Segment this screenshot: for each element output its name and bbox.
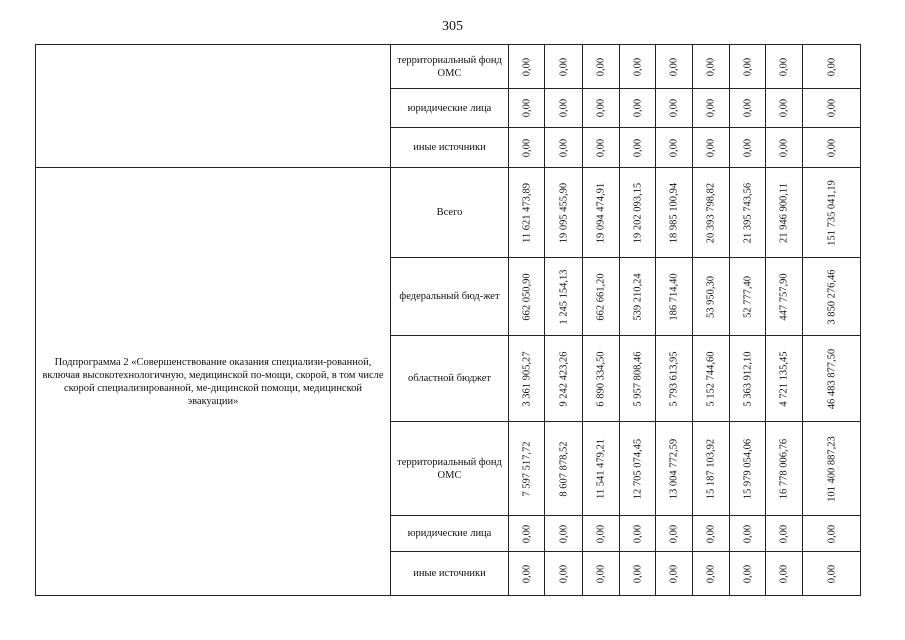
amount-cell bbox=[766, 336, 803, 422]
amount-cell bbox=[545, 516, 583, 552]
amount-value: 6 890 334,50 bbox=[595, 350, 607, 407]
funding-source: иные источники bbox=[391, 552, 509, 596]
amount-cell bbox=[620, 45, 656, 89]
amount-value: 151 735 041,19 bbox=[826, 179, 837, 246]
amount-value: 0,00 bbox=[705, 98, 717, 118]
amount-value: 19 202 093,15 bbox=[632, 182, 643, 243]
amount-value: 0,00 bbox=[705, 57, 717, 76]
amount-value: 0,00 bbox=[778, 98, 790, 118]
amount-cell bbox=[583, 45, 620, 89]
amount-cell bbox=[730, 45, 766, 89]
amount-cell bbox=[620, 552, 656, 596]
amount-cell bbox=[730, 422, 766, 516]
amount-cell bbox=[545, 168, 583, 258]
amount-value: 0,00 bbox=[558, 57, 569, 76]
amount-value: 0,00 bbox=[521, 564, 532, 583]
amount-cell bbox=[730, 89, 766, 128]
amount-value: 101 400 887,23 bbox=[826, 435, 837, 502]
amount-cell bbox=[656, 516, 693, 552]
amount-value: 3 361 905,27 bbox=[521, 350, 532, 407]
amount-cell bbox=[583, 89, 620, 128]
amount-value: 447 757,90 bbox=[778, 272, 790, 321]
amount-cell bbox=[509, 89, 545, 128]
amount-cell bbox=[509, 552, 545, 596]
amount-cell bbox=[545, 128, 583, 168]
amount-cell bbox=[803, 516, 861, 552]
amount-cell bbox=[803, 258, 861, 336]
amount-cell bbox=[509, 516, 545, 552]
amount-cell bbox=[545, 258, 583, 336]
amount-cell bbox=[656, 89, 693, 128]
amount-value: 0,00 bbox=[742, 98, 753, 118]
amount-value: 0,00 bbox=[521, 138, 532, 157]
amount-cell bbox=[693, 516, 730, 552]
amount-cell bbox=[583, 336, 620, 422]
amount-value: 0,00 bbox=[595, 57, 607, 76]
amount-cell bbox=[766, 516, 803, 552]
amount-value: 0,00 bbox=[595, 98, 607, 118]
amount-value: 18 985 100,94 bbox=[668, 182, 680, 243]
amount-value: 5 152 744,60 bbox=[705, 350, 717, 407]
amount-cell bbox=[730, 168, 766, 258]
amount-cell bbox=[693, 128, 730, 168]
amount-value: 0,00 bbox=[705, 138, 717, 157]
amount-cell bbox=[730, 552, 766, 596]
program-description: Подпрограмма 2 «Совершенствование оказания специализи-рованной, включая высокотехнологичную, медицинской по-мощи, скорой, в том числе скорой специализированной, ме-дицинской помощи, медицинской эвакуации» bbox=[36, 168, 391, 596]
amount-value: 0,00 bbox=[595, 138, 607, 157]
amount-cell bbox=[766, 128, 803, 168]
amount-value: 20 393 798,82 bbox=[705, 182, 717, 243]
amount-cell bbox=[803, 422, 861, 516]
funding-source: территориальный фонд ОМС bbox=[391, 45, 509, 89]
amount-cell bbox=[693, 552, 730, 596]
amount-value: 0,00 bbox=[668, 564, 680, 583]
amount-value: 0,00 bbox=[705, 524, 717, 543]
amount-cell bbox=[509, 128, 545, 168]
amount-cell bbox=[803, 128, 861, 168]
amount-cell bbox=[583, 422, 620, 516]
amount-value: 21 395 743,56 bbox=[742, 182, 753, 243]
amount-value: 5 363 912,10 bbox=[742, 350, 753, 407]
table-row bbox=[36, 168, 861, 258]
amount-cell bbox=[803, 168, 861, 258]
amount-value: 0,00 bbox=[521, 98, 532, 118]
amount-value: 8 607 878,52 bbox=[558, 440, 569, 497]
amount-value: 16 778 006,76 bbox=[778, 438, 790, 499]
amount-cell bbox=[620, 422, 656, 516]
amount-value: 3 850 276,46 bbox=[826, 268, 837, 325]
amount-value: 0,00 bbox=[826, 138, 837, 157]
amount-value: 4 721 135,45 bbox=[778, 350, 790, 407]
amount-cell bbox=[509, 422, 545, 516]
amount-value: 0,00 bbox=[632, 98, 643, 118]
amount-cell bbox=[803, 89, 861, 128]
amount-value: 0,00 bbox=[826, 98, 837, 118]
amount-value: 0,00 bbox=[632, 57, 643, 76]
amount-value: 0,00 bbox=[742, 564, 753, 583]
amount-value: 186 714,40 bbox=[668, 272, 680, 321]
amount-cell bbox=[620, 258, 656, 336]
amount-value: 0,00 bbox=[521, 524, 532, 543]
amount-value: 662 661,20 bbox=[595, 272, 607, 321]
amount-cell bbox=[693, 45, 730, 89]
amount-value: 15 187 103,92 bbox=[705, 438, 717, 499]
amount-cell bbox=[803, 336, 861, 422]
amount-cell bbox=[656, 422, 693, 516]
amount-value: 0,00 bbox=[742, 57, 753, 76]
amount-cell bbox=[693, 336, 730, 422]
amount-value: 539 210,24 bbox=[632, 272, 643, 321]
amount-cell bbox=[803, 45, 861, 89]
amount-cell bbox=[620, 89, 656, 128]
amount-cell bbox=[545, 552, 583, 596]
amount-value: 0,00 bbox=[521, 57, 532, 76]
amount-cell bbox=[766, 45, 803, 89]
amount-value: 662 050,90 bbox=[521, 272, 532, 321]
amount-value: 0,00 bbox=[742, 138, 753, 157]
amount-value: 0,00 bbox=[668, 57, 680, 76]
amount-value: 0,00 bbox=[558, 138, 569, 157]
amount-value: 0,00 bbox=[595, 564, 607, 583]
amount-cell bbox=[545, 422, 583, 516]
amount-cell bbox=[766, 168, 803, 258]
amount-cell bbox=[656, 336, 693, 422]
funding-source: иные источники bbox=[391, 128, 509, 168]
amount-value: 5 793 613,95 bbox=[668, 350, 680, 407]
amount-cell bbox=[766, 552, 803, 596]
amount-cell bbox=[656, 258, 693, 336]
amount-cell bbox=[656, 128, 693, 168]
funding-source: федеральный бюд-жет bbox=[391, 258, 509, 336]
funding-source: территориальный фонд ОМС bbox=[391, 422, 509, 516]
amount-value: 15 979 054,06 bbox=[742, 438, 753, 499]
amount-value: 19 094 474,91 bbox=[595, 182, 607, 243]
amount-value: 9 242 423,26 bbox=[558, 350, 569, 407]
amount-value: 0,00 bbox=[668, 138, 680, 157]
amount-cell bbox=[509, 168, 545, 258]
amount-value: 52 777,40 bbox=[742, 275, 753, 318]
amount-cell bbox=[730, 128, 766, 168]
amount-cell bbox=[803, 552, 861, 596]
amount-cell bbox=[730, 516, 766, 552]
funding-source: Всего bbox=[391, 168, 509, 258]
amount-cell bbox=[620, 336, 656, 422]
amount-value: 0,00 bbox=[826, 524, 837, 543]
amount-cell bbox=[509, 258, 545, 336]
amount-value: 0,00 bbox=[558, 524, 569, 543]
amount-value: 0,00 bbox=[558, 564, 569, 583]
amount-cell bbox=[693, 258, 730, 336]
amount-value: 53 950,30 bbox=[705, 275, 717, 318]
amount-value: 0,00 bbox=[668, 98, 680, 118]
program-description bbox=[36, 45, 391, 168]
amount-value: 0,00 bbox=[668, 524, 680, 543]
amount-cell bbox=[545, 45, 583, 89]
amount-cell bbox=[509, 45, 545, 89]
amount-value: 0,00 bbox=[632, 564, 643, 583]
amount-value: 1 245 154,13 bbox=[558, 268, 569, 325]
amount-cell bbox=[583, 258, 620, 336]
amount-cell bbox=[656, 45, 693, 89]
amount-cell bbox=[730, 258, 766, 336]
amount-value: 0,00 bbox=[595, 524, 607, 543]
amount-cell bbox=[693, 168, 730, 258]
amount-value: 0,00 bbox=[778, 138, 790, 157]
amount-value: 7 597 517,72 bbox=[521, 440, 532, 497]
amount-cell bbox=[656, 168, 693, 258]
amount-value: 0,00 bbox=[778, 57, 790, 76]
amount-cell bbox=[656, 552, 693, 596]
amount-cell bbox=[583, 168, 620, 258]
amount-value: 0,00 bbox=[826, 564, 837, 583]
amount-cell bbox=[545, 89, 583, 128]
amount-value: 5 957 808,46 bbox=[632, 350, 643, 407]
amount-value: 11 621 473,89 bbox=[521, 182, 532, 243]
amount-value: 0,00 bbox=[778, 564, 790, 583]
funding-source: юридические лица bbox=[391, 516, 509, 552]
amount-cell bbox=[620, 168, 656, 258]
page-number: 305 bbox=[442, 19, 463, 34]
amount-cell bbox=[730, 336, 766, 422]
amount-cell bbox=[620, 516, 656, 552]
financing-table bbox=[35, 44, 861, 596]
amount-cell bbox=[583, 516, 620, 552]
amount-value: 21 946 900,11 bbox=[778, 182, 790, 243]
funding-source: областной бюджет bbox=[391, 336, 509, 422]
amount-cell bbox=[620, 128, 656, 168]
funding-source: юридические лица bbox=[391, 89, 509, 128]
amount-value: 0,00 bbox=[632, 524, 643, 543]
amount-cell bbox=[509, 336, 545, 422]
table-row bbox=[36, 45, 861, 89]
amount-cell bbox=[766, 422, 803, 516]
amount-value: 0,00 bbox=[558, 98, 569, 118]
amount-cell bbox=[583, 128, 620, 168]
amount-value: 0,00 bbox=[826, 57, 837, 76]
amount-value: 46 483 877,50 bbox=[826, 348, 837, 409]
amount-cell bbox=[766, 258, 803, 336]
amount-value: 13 004 772,59 bbox=[668, 438, 680, 499]
amount-value: 0,00 bbox=[632, 138, 643, 157]
amount-value: 0,00 bbox=[778, 524, 790, 543]
amount-value: 11 541 479,21 bbox=[595, 438, 607, 499]
amount-value: 19 095 455,90 bbox=[558, 182, 569, 243]
amount-value: 12 705 074,45 bbox=[632, 438, 643, 499]
amount-value: 0,00 bbox=[705, 564, 717, 583]
amount-cell bbox=[693, 89, 730, 128]
amount-cell bbox=[766, 89, 803, 128]
amount-cell bbox=[583, 552, 620, 596]
amount-cell bbox=[693, 422, 730, 516]
amount-cell bbox=[545, 336, 583, 422]
amount-value: 0,00 bbox=[742, 524, 753, 543]
